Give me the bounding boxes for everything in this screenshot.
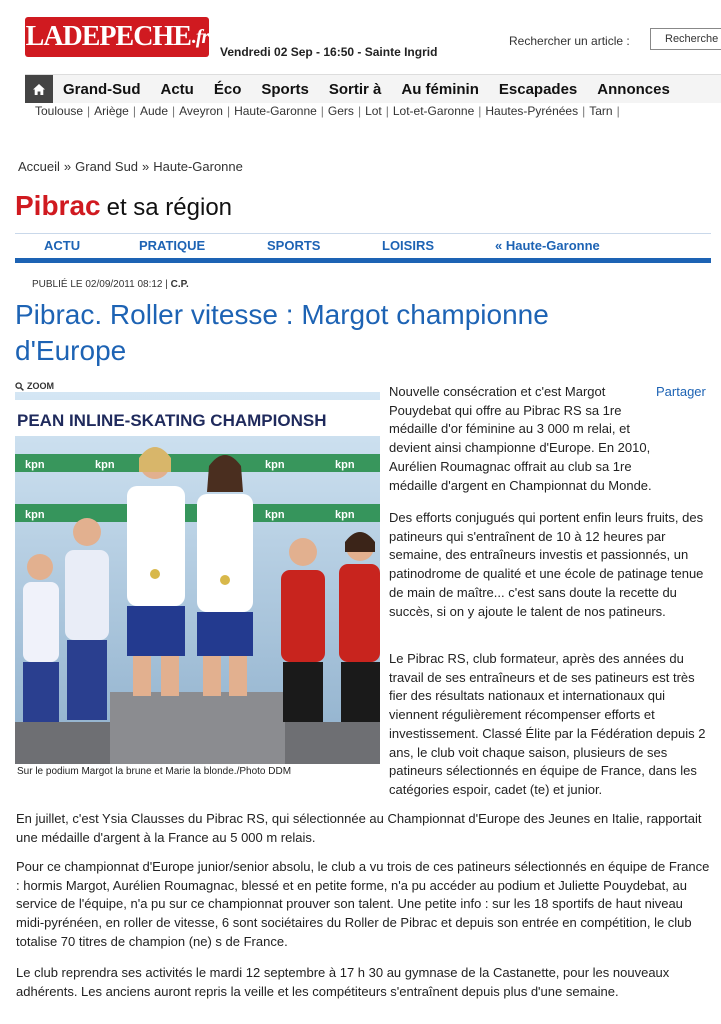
paragraph-5: Pour ce championnat d'Europe junior/senior absolu, le club a vu trois de ces patineurs sélectionnés en équipe de France : hormis Margot, Aurélien Roumagnac, blessé et en petite forme, n'a pu accéder au podium et Juliette Pouydebat, au service de l'équipe, n'a pu sur ce championnat prouver son talent. Une petite info : sur les 18 sportifs de haut niveau midi-pyrénéen, en roller de vitesse, 6 sont sociétaires du Roller de Pibrac et depuis son entrée en compétition, le club totalise 70 titres de champion (ne) s de France. <box>16 859 710 949</box>
svg-text:kpn: kpn <box>335 509 355 521</box>
breadcrumb-grand-sud[interactable]: Grand Sud <box>75 159 139 174</box>
nav-item-au-feminin[interactable]: Au féminin <box>401 80 479 98</box>
nav-item-grand-sud[interactable]: Grand-Sud <box>63 80 141 98</box>
main-nav <box>25 74 721 103</box>
svg-text:kpn: kpn <box>265 509 285 521</box>
home-icon[interactable] <box>25 75 53 103</box>
svg-text:kpn: kpn <box>95 459 115 471</box>
subnav-item-lot-et-garonne[interactable]: Lot-et-Garonne <box>392 104 475 118</box>
subnav-item-tarn[interactable]: Tarn <box>589 104 613 118</box>
zoom-label: ZOOM <box>27 381 54 391</box>
article-meta: PUBLIÉ LE 02/09/2011 08:12 | C.P. <box>32 279 189 290</box>
paragraph-1: Nouvelle consécration et c'est Margot Pouydebat qui offre au Pibrac RS sa 1re médaille d'or féminine au 3 000 m relai, et devient ainsi championne d'Europe. En 2010, Aurélien Roumagnac offrait au club sa 1re médaille d'argent en Championnat du Monde. <box>389 384 652 493</box>
department-nav: Toulouse | Ariège | Aude | Aveyron | Haute-Garonne | Gers | Lot | Lot-et-Garonne | Hautes-Pyrénées | Tarn | <box>35 104 620 118</box>
region-subtitle: et sa région <box>106 194 233 221</box>
nav-item-annonces[interactable]: Annonces <box>597 80 670 98</box>
search-input[interactable] <box>650 28 721 50</box>
nav-item-sortir[interactable]: Sortir à <box>328 80 382 98</box>
tab-actu[interactable]: ACTU <box>44 238 81 253</box>
share-link[interactable]: Partager <box>656 384 706 399</box>
published-date: 02/09/2011 08:12 <box>85 279 163 290</box>
subnav-item-ariege[interactable]: Ariège <box>94 104 129 118</box>
site-logo[interactable] <box>25 17 209 57</box>
paragraph-2: Des efforts conjugués qui portent enfin leurs fruits, des patineurs qui s'entraînent de 10 à 12 heures par semaine, des entraîneurs investis et passionnés, un patinodrome de qualité et une école de patinage tenue de main de maître... c'est sans doute la recette du succès, si on y ajoute le talent de nos patineurs. <box>389 510 704 619</box>
nav-item-sports[interactable]: Sports <box>261 80 309 98</box>
tab-pratique[interactable]: PRATIQUE <box>139 238 206 253</box>
article-title: Pibrac. Roller vitesse : Margot championne d'Europe <box>15 299 549 366</box>
photo-banner-text: PEAN INLINE-SKATING CHAMPIONSH <box>17 411 327 430</box>
svg-text:kpn: kpn <box>265 459 285 471</box>
published-label: PUBLIÉ LE <box>32 279 83 290</box>
subnav-item-hautes-pyrenees[interactable]: Hautes-Pyrénées <box>485 104 579 118</box>
region-tabs <box>15 233 711 263</box>
article-author: C.P. <box>170 279 189 290</box>
breadcrumb: Accueil » Grand Sud » Haute-Garonne <box>18 159 243 174</box>
article-photo[interactable] <box>15 392 380 764</box>
subnav-item-lot[interactable]: Lot <box>365 104 382 118</box>
logo-suffix: .fr <box>191 25 209 48</box>
tab-haute-garonne[interactable]: « Haute-Garonne <box>495 238 600 253</box>
region-header <box>15 190 232 222</box>
subnav-item-aude[interactable]: Aude <box>139 104 169 118</box>
magnifier-icon <box>15 382 24 391</box>
subnav-item-aveyron[interactable]: Aveyron <box>179 104 223 118</box>
paragraph-6: Le club reprendra ses activités le mardi 12 septembre à 17 h 30 au gymnase de la Castanette, pour les nouveaux adhérents. Les anciens auront repris la veille et les compétiteurs s'entraînent depuis plus d'une semaine. <box>16 965 670 999</box>
logo-text: LADEPECHE <box>25 21 191 52</box>
tab-loisirs[interactable]: LOISIRS <box>382 238 435 253</box>
search-label: Rechercher un article : <box>509 34 630 48</box>
nav-item-eco[interactable]: Éco <box>213 80 242 98</box>
subnav-item-gers[interactable]: Gers <box>327 104 354 118</box>
subnav-item-haute-garonne[interactable]: Haute-Garonne <box>234 104 317 118</box>
photo-caption: Sur le podium Margot la brune et Marie la blonde./Photo DDM <box>17 766 292 777</box>
zoom-button[interactable] <box>15 381 54 391</box>
svg-text:kpn: kpn <box>25 509 45 521</box>
date-line: Vendredi 02 Sep - 16:50 - Sainte Ingrid <box>220 45 438 59</box>
svg-text:kpn: kpn <box>335 459 355 471</box>
paragraph-4: En juillet, c'est Ysia Clausses du Pibrac RS, qui sélectionnée au Championnat d'Europe des Jeunes en Italie, rapportait une médaille d'argent à la France au 5 000 m relais. <box>16 811 702 845</box>
svg-text:kpn: kpn <box>25 459 45 471</box>
region-city: Pibrac <box>15 190 101 221</box>
nav-item-actu[interactable]: Actu <box>160 80 194 98</box>
nav-item-escapades[interactable]: Escapades <box>498 80 578 98</box>
subnav-item-toulouse[interactable]: Toulouse <box>35 104 84 118</box>
tab-sports[interactable]: SPORTS <box>267 238 321 253</box>
breadcrumb-accueil[interactable]: Accueil <box>18 159 60 174</box>
breadcrumb-haute-garonne[interactable]: Haute-Garonne <box>153 159 243 174</box>
paragraph-3: Le Pibrac RS, club formateur, après des années du travail de ses entraîneurs et de ses patineurs est très fier des résultats nationaux et internationaux qui viennent régulièrement récompenser efforts et investissement. Classé Élite par la Fédération depuis 2 ans, le club voit chaque saison, plusieurs de ses patineurs sélectionnés en équipe de France, dans les catégories espoir, cadet (te) et junior. <box>389 651 706 797</box>
